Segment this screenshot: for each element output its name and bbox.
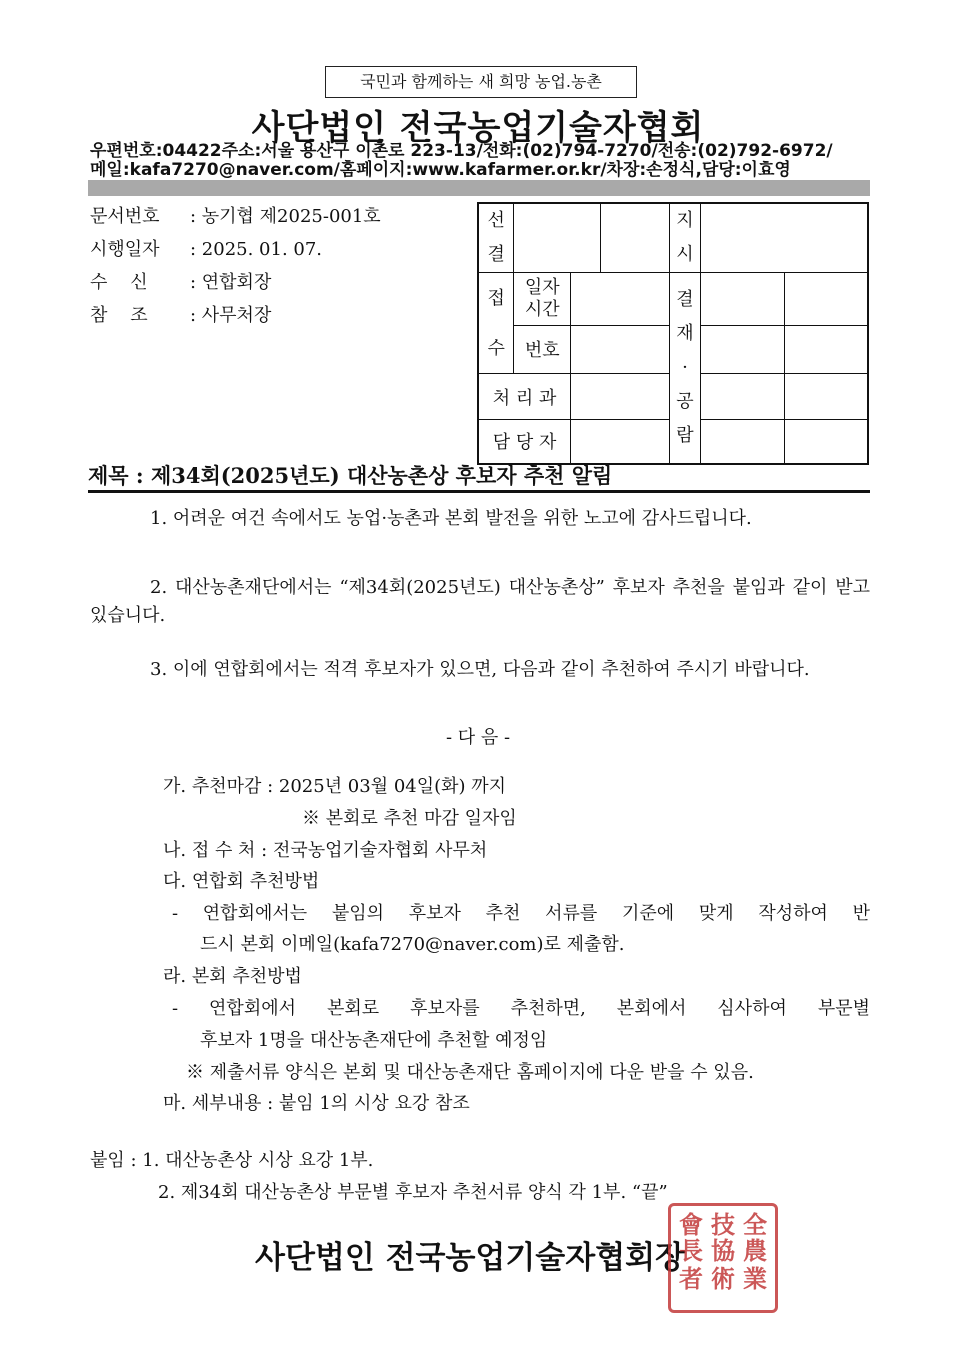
item-da: 다. 연합회 추천방법 xyxy=(163,871,320,892)
item-da-line-2: 드시 본회 이메일(kafa7270@naver.com)로 제출함. xyxy=(200,934,625,955)
dept-label: 처 리 과 xyxy=(478,374,571,420)
item-ma: 마. 세부내용 : 붙임 1의 시상 요강 참조 xyxy=(163,1093,470,1114)
approval-cell xyxy=(701,203,868,273)
approval-cell xyxy=(571,420,669,464)
paragraph-1: 1. 어려운 여건 속에서도 농업·농촌과 본회 발전을 위한 노고에 감사드립니다. xyxy=(150,508,752,529)
contact-line: 메일:kafa7270@naver.com/홈페이지:www.kafarmer.or.kr/차장:손정식,담당:이효영 xyxy=(90,160,791,180)
item-na: 나. 접 수 처 : 전국농업기술자협회 사무처 xyxy=(163,840,488,861)
issue-date xyxy=(90,235,322,261)
issue-date-label: 시행일자 xyxy=(90,239,160,260)
recipient xyxy=(90,268,271,294)
doc-number xyxy=(90,202,381,228)
item-ga-note: ※ 본회로 추천 마감 일자임 xyxy=(302,808,517,829)
header-divider-bar xyxy=(88,180,870,196)
gyeoljae-gongram-label: 결 재 · 공 람 xyxy=(669,273,701,464)
approval-cell xyxy=(784,273,868,326)
approval-cell xyxy=(701,273,785,326)
number-label: 번호 xyxy=(514,325,571,373)
reference-label: 참 조 xyxy=(90,305,148,326)
person-label: 담 당 자 xyxy=(478,420,571,464)
approval-cell xyxy=(701,325,785,373)
reference xyxy=(90,301,271,327)
item-ra: 라. 본회 추천방법 xyxy=(163,966,302,987)
recipient-value: : 연합회장 xyxy=(190,272,272,293)
jisi-label: 지 시 xyxy=(669,203,701,273)
date-time-label: 일자 시간 xyxy=(514,273,571,326)
approval-table xyxy=(477,202,869,465)
approval-cell xyxy=(571,374,669,420)
approval-cell xyxy=(701,420,785,464)
attachment-1: 붙임 : 1. 대산농촌상 시상 요강 1부. xyxy=(90,1150,374,1171)
doc-number-label: 문서번호 xyxy=(90,206,160,227)
approval-cell xyxy=(784,420,868,464)
item-ga: 가. 추천마감 : 2025년 03월 04일(화) 까지 xyxy=(163,776,507,797)
item-ra-line-1: - 연합회에서 본회로 후보자를 추천하면, 본회에서 심사하여 부문별 xyxy=(172,998,870,1019)
approval-cell xyxy=(784,374,868,420)
approval-cell xyxy=(784,325,868,373)
approval-cell xyxy=(514,203,601,273)
issue-date-value: : 2025. 01. 07. xyxy=(190,239,323,260)
paragraph-2: 2. 대산농촌재단에서는 “제34회(2025년도) 대산농촌상” 후보자 추천을 붙임과 같이 받고 있습니다. xyxy=(90,577,870,626)
approval-cell xyxy=(571,325,669,373)
doc-number-value: : 농기협 제2025-001호 xyxy=(190,206,381,227)
issuer-name: 사단법인 전국농업기술자협회장 xyxy=(255,1240,686,1276)
item-da-line-1: - 연합회에서는 붙임의 후보자 추천 서류를 기준에 맞게 작성하여 반 xyxy=(172,903,870,924)
seon-gyeol-label: 선 결 xyxy=(478,203,514,273)
slogan-box: 국민과 함께하는 새 희망 농업.농촌 xyxy=(325,66,637,98)
approval-cell xyxy=(600,203,669,273)
attachment-2: 2. 제34회 대산농촌상 부문별 후보자 추천서류 양식 각 1부. “끝” xyxy=(158,1182,668,1203)
document-subject: 제목 : 제34회(2025년도) 대산농촌상 후보자 추천 알림 xyxy=(88,463,613,488)
jeopsu-label: 접 수 xyxy=(478,273,514,374)
item-ra-note: ※ 제출서류 양식은 본회 및 대산농촌재단 홈페이지에 다운 받을 수 있음. xyxy=(186,1062,754,1083)
recipient-label: 수 신 xyxy=(90,272,148,293)
reference-value: : 사무처장 xyxy=(190,305,272,326)
official-seal: 會 長 技 協 全 農 者 術 業 xyxy=(668,1203,778,1313)
da-eum-heading: - 다 음 - xyxy=(445,727,511,748)
approval-cell xyxy=(701,374,785,420)
organization-name: 사단법인 전국농업기술자협회 xyxy=(251,108,705,148)
item-ra-line-2: 후보자 1명을 대산농촌재단에 추천할 예정임 xyxy=(200,1030,548,1051)
approval-cell xyxy=(571,273,669,326)
address-line: 우편번호:04422주소:서울 용산구 이촌로 223-13/전화:(02)794-7270/전송:(02)792-6972/ xyxy=(90,141,833,161)
subject-rule xyxy=(88,490,870,493)
paragraph-3: 3. 이에 연합회에서는 적격 후보자가 있으면, 다음과 같이 추천하여 주시기 바랍니다. xyxy=(150,659,810,680)
